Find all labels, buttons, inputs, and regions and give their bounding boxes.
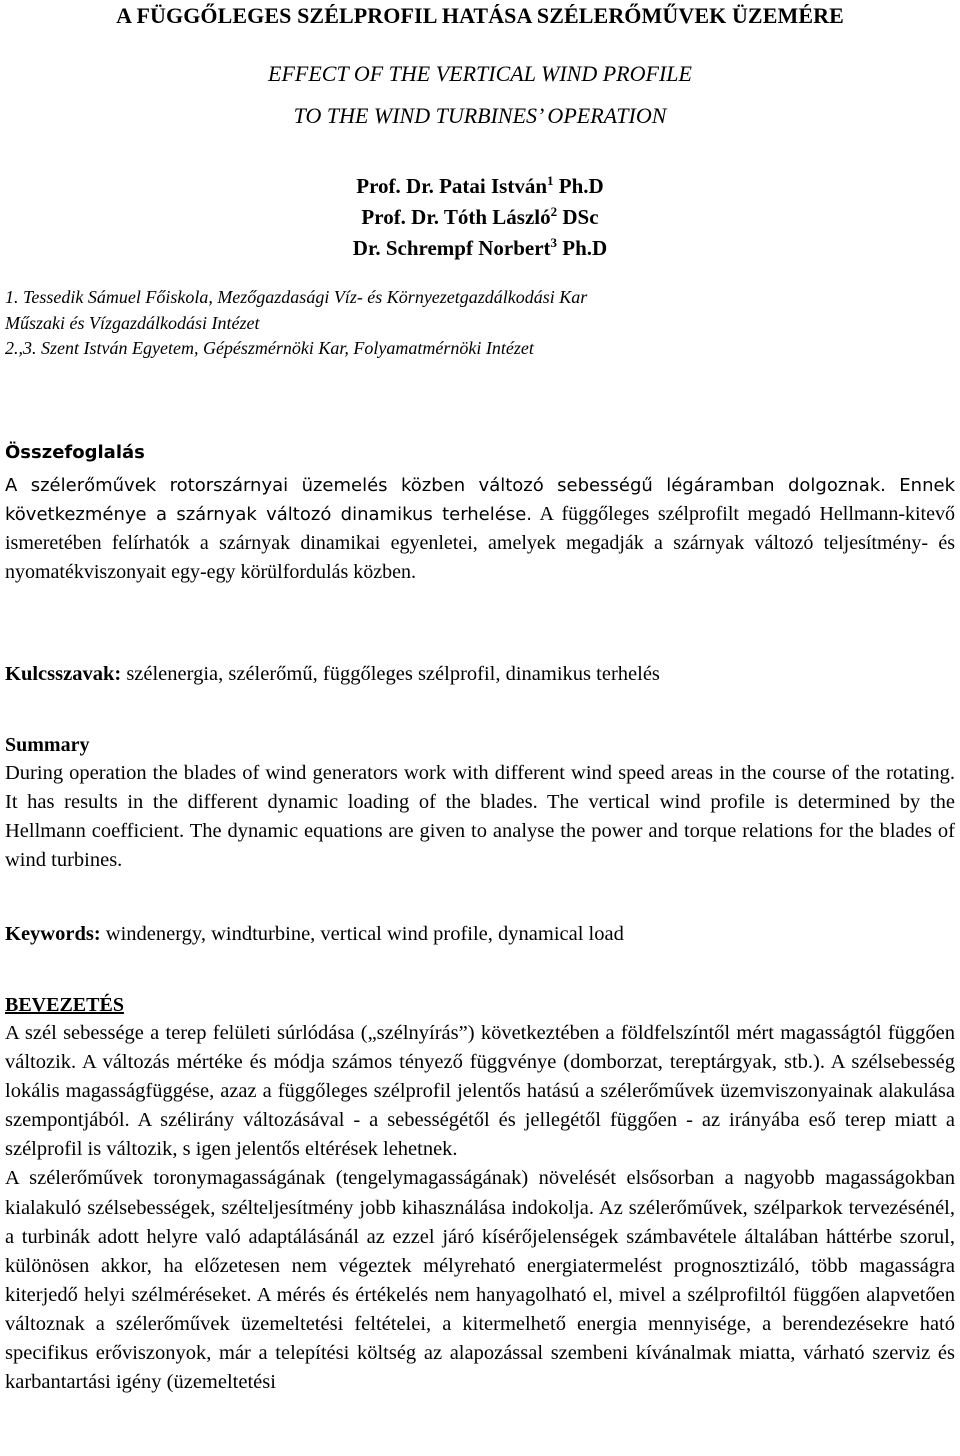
keywords-en-label: Keywords: (5, 923, 101, 945)
abstract-hu-text (5, 471, 955, 587)
affiliation-line-1: 1. Tessedik Sámuel Főiskola, Mezőgazdasági Víz- és Környezetgazdálkodási Kar (5, 287, 588, 307)
paper-title-en-line1: EFFECT OF THE VERTICAL WIND PROFILE (268, 61, 692, 86)
keywords-hu-label: Kulcsszavak: (5, 663, 122, 685)
paper-title-hu: A FÜGGŐLEGES SZÉLPROFIL HATÁSA SZÉLERŐMŰVEK ÜZEMÉRE (116, 3, 844, 28)
abstract-hu-text-part2: A függőleges szélprofilt megadó Hellmann-kitevő ismeretében felírhatók a szárnyak dinamikai egyenletei, amelyek megadják a szárnyak változó teljesítmény- és nyomatékviszonyait egy-egy körülfordulás közben. (5, 503, 955, 583)
author-2: Prof. Dr. Tóth László$^2$ DSc (361, 204, 599, 229)
affiliation-line-2: Műszaki és Vízgazdálkodási Intézet (5, 313, 260, 333)
summary-heading: Summary (5, 734, 90, 756)
keywords-hu (5, 660, 955, 689)
introduction-heading: BEVEZETÉS (5, 994, 124, 1016)
paper-title-en-line2: TO THE WIND TURBINES’ OPERATION (293, 103, 667, 128)
affiliation-line-3: 2.,3. Szent István Egyetem, Gépészmérnöki Kar, Folyamatmérnöki Intézet (5, 338, 534, 358)
keywords-en-text: windenergy, windturbine, vertical wind profile, dynamical load (100, 923, 624, 945)
introduction-paragraph-2: A szélerőművek toronymagasságának (tengelymagasságának) növelését elsősorban a nagyobb magasságokban kialakuló szélsebességek, szélteljesítmény jobb kihasználása indokolja. Az szélerőművek, szélparkok tervezésénél, a turbinák adott helyre való adaptálásánál az ezzel járó kísérőjelenségek számbavétele általában háttérbe szorul, különösen akkor, ha előzetesen nem végeztek mélyreható energiatermelést prognosztizáló, több magasságra kiterjedő helyi szélméréseket. A mérés és értékelés nem hanyagolható el, mivel a szélprofiltól függően alapvetően változnak a szélerőművek üzemeltetési feltételei, a kitermelhető energia mennyisége, a berendezésekre ható specifikus erőviszonyok, már a telepítési költség az alapozással szembeni kívánalmak miatta, várható szerviz és karbantartási igény (üzemeltetési (5, 1167, 955, 1394)
summary-text: During operation the blades of wind generators work with different wind speed areas in the course of the rotating. It has results in the different dynamic loading of the blades. The vertical wind profile is determined by the Hellmann coefficient. The dynamic equations are given to analyse the power and torque relations for the blades of wind turbines. (5, 762, 955, 871)
abstract-hu-heading: Összefoglalás (5, 442, 145, 463)
introduction-body (5, 1019, 955, 1397)
keywords-en (5, 920, 955, 949)
keywords-hu-text: szélenergia, szélerőmű, függőleges szélprofil, dinamikus terhelés (121, 663, 660, 685)
author-3: Dr. Schrempf Norbert$^3$ Ph.D (352, 235, 608, 260)
introduction-paragraph-1: A szél sebessége a terep felületi súrlódása („szélnyírás”) következtében a földfelszíntől mért magasságtól függően változik. A változás mértéke és módja számos tényező függvénye (domborzat, tereptárgyak, stb.). A szélsebesség lokális magasságfüggése, azaz a függőleges szélprofil jelentős hatású a szélerőművek üzemviszonyainak alakulása szempontjából. A szélirány változásával - a sebességétől és jellegétől függően - az irányába eső terep miatt a szélprofil is változik, s igen jelentős eltérések lehetnek. (5, 1022, 955, 1161)
abstract-hu-text-part1: A szélerőművek rotorszárnyai üzemelés közben változó sebességű légáramban dolgoznak. Ennek következménye a szárnyak változó dinamikus terhelése. (5, 475, 955, 525)
author-1: Prof. Dr. Patai István$^1$ Ph.D (356, 173, 604, 198)
